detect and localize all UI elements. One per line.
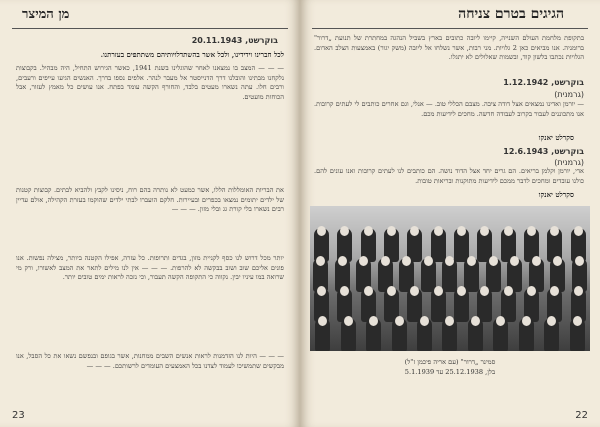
- letter1-signature: סקרלט יאנקו: [538, 133, 574, 142]
- dateline-left: בוקרשט, 20.11.1943: [191, 36, 278, 45]
- paragraph-3: יותר מכל דרוש לנו כסף לקניית מזון, בגדים ותרופות. כל עזרה, אפילו הקטנה ביותר, מצילה נפשות. אנו פונים אליכם שוב ושוב בבקשה לא להרפות. — — — אין לנו מילים לתאר את המצב לאשורו, ורק מי שרואה במו עיניו יבין. נקווה כי התקופה הקשה תעבור, וכי נזכה לראות ימים טובים יותר.: [16, 254, 284, 282]
- page-header-left: מן המיצר: [22, 7, 70, 22]
- lead-line-left: לכל חברינו וידידינו, ולכל אשר בהשתדלויותיהם משתתפים בעזרתנו.: [100, 50, 284, 59]
- photo-caption: סמינר „דרור" (עם אריה פיכמן ז"ל) בלן, 25.12.1938 עד 5.1.1939: [404, 358, 496, 376]
- letter2-signature: סקרלט יאנקו: [538, 190, 574, 199]
- letter1-dateline: בוקרשט, 1.12.1942: [503, 78, 584, 87]
- right-page: [300, 0, 600, 427]
- letter2-text: אדי, יורמן וקלמן בריאים. הם גרים יחד אצל הדוד נושה. הם כותבים לנו לעתים קרובות ואנו עונים להם. כולנו עובדים ומחכים לדבר ממכם לידיעות מתוקנות ובריאות טובות.: [314, 167, 584, 185]
- group-photo: [310, 206, 590, 351]
- letter1-text: — יורמן ואדינו נמצאים אצל דודה ציבה. מצבם הכללי טוב. — אנלי, וגם אחרים כותבים לי לעתים קרובות. אנו מתכוננים לעבור בקרוב לעבודה חדשה. מחכים לידיעות מכם.: [314, 100, 584, 118]
- page-number-left: 23: [12, 410, 25, 421]
- letter1-language: (גרמנית): [554, 90, 584, 99]
- header-rule-left: [12, 28, 288, 29]
- paragraph-2: את הבריות האומללות הללו, אשר כמעט לא נותרה בהם רוח, ניסינו לקבץ ולהביא לבתים. קבוצות קטנות של ילדים יתומים נמצאו בכפרים ובעיירות. חלקם הועברו לבתי ילדים שהוקמו בעזרת הקהילה, אולם עדיין רבים נשארו בלי קורת גג ובלי מזון. — — —: [16, 186, 284, 214]
- page-number-right: 22: [575, 410, 588, 421]
- paragraph-1: — — — המצב בו נמצאנו לאחר שהוגלינו בשנת 1941, כאשר הגירוש התחיל, היה מבהיל. בקבוצות נלקחנו מבתינו והובלנו דרך הדנייסטר אל מעבר לנהר. אלפים נספו בדרך. האנשים הגיעו עייפים ורעבים, ורבים חלו. עתה נשארו מעטים בלבד, והחורף הקשה עומד בפתח. אנו עושים כל מאמץ לעזור, אבל הכוחות מועטים.: [16, 64, 284, 101]
- intro-paragraph: בתקופת מלחמת העולם השנייה, קיימו ליובה כתובים בארץ בשביל הנהגה במחתרת של תנועת „דרור" ברומניה. אנו מביאים כאן 2 גלויות. מני רבות, אשר נשלחו אל ליובה (משק יגור) באמצעות הצלב האדום. הגלויות נכתבו בלשון קוד, ובשמות שאלולים לא יתגלו.: [314, 34, 584, 62]
- page-header-right: הגיגים בטרם צניחה: [458, 6, 564, 22]
- letter2-dateline: בוקרשט, 12.6.1943: [503, 147, 584, 156]
- paragraph-4: — — — היות לנו הזדמנות לראות אנשים השבים ממחנות, אשר בגופם ובנפשם נשאו את כל הסבל, אנו מבקשים שתמשיכו לעמוד לצדנו בכל האמצעים העומדים לרשותכם. — — —: [16, 352, 284, 370]
- letter2-language: (גרמנית): [554, 158, 584, 167]
- header-rule-right: [312, 28, 588, 29]
